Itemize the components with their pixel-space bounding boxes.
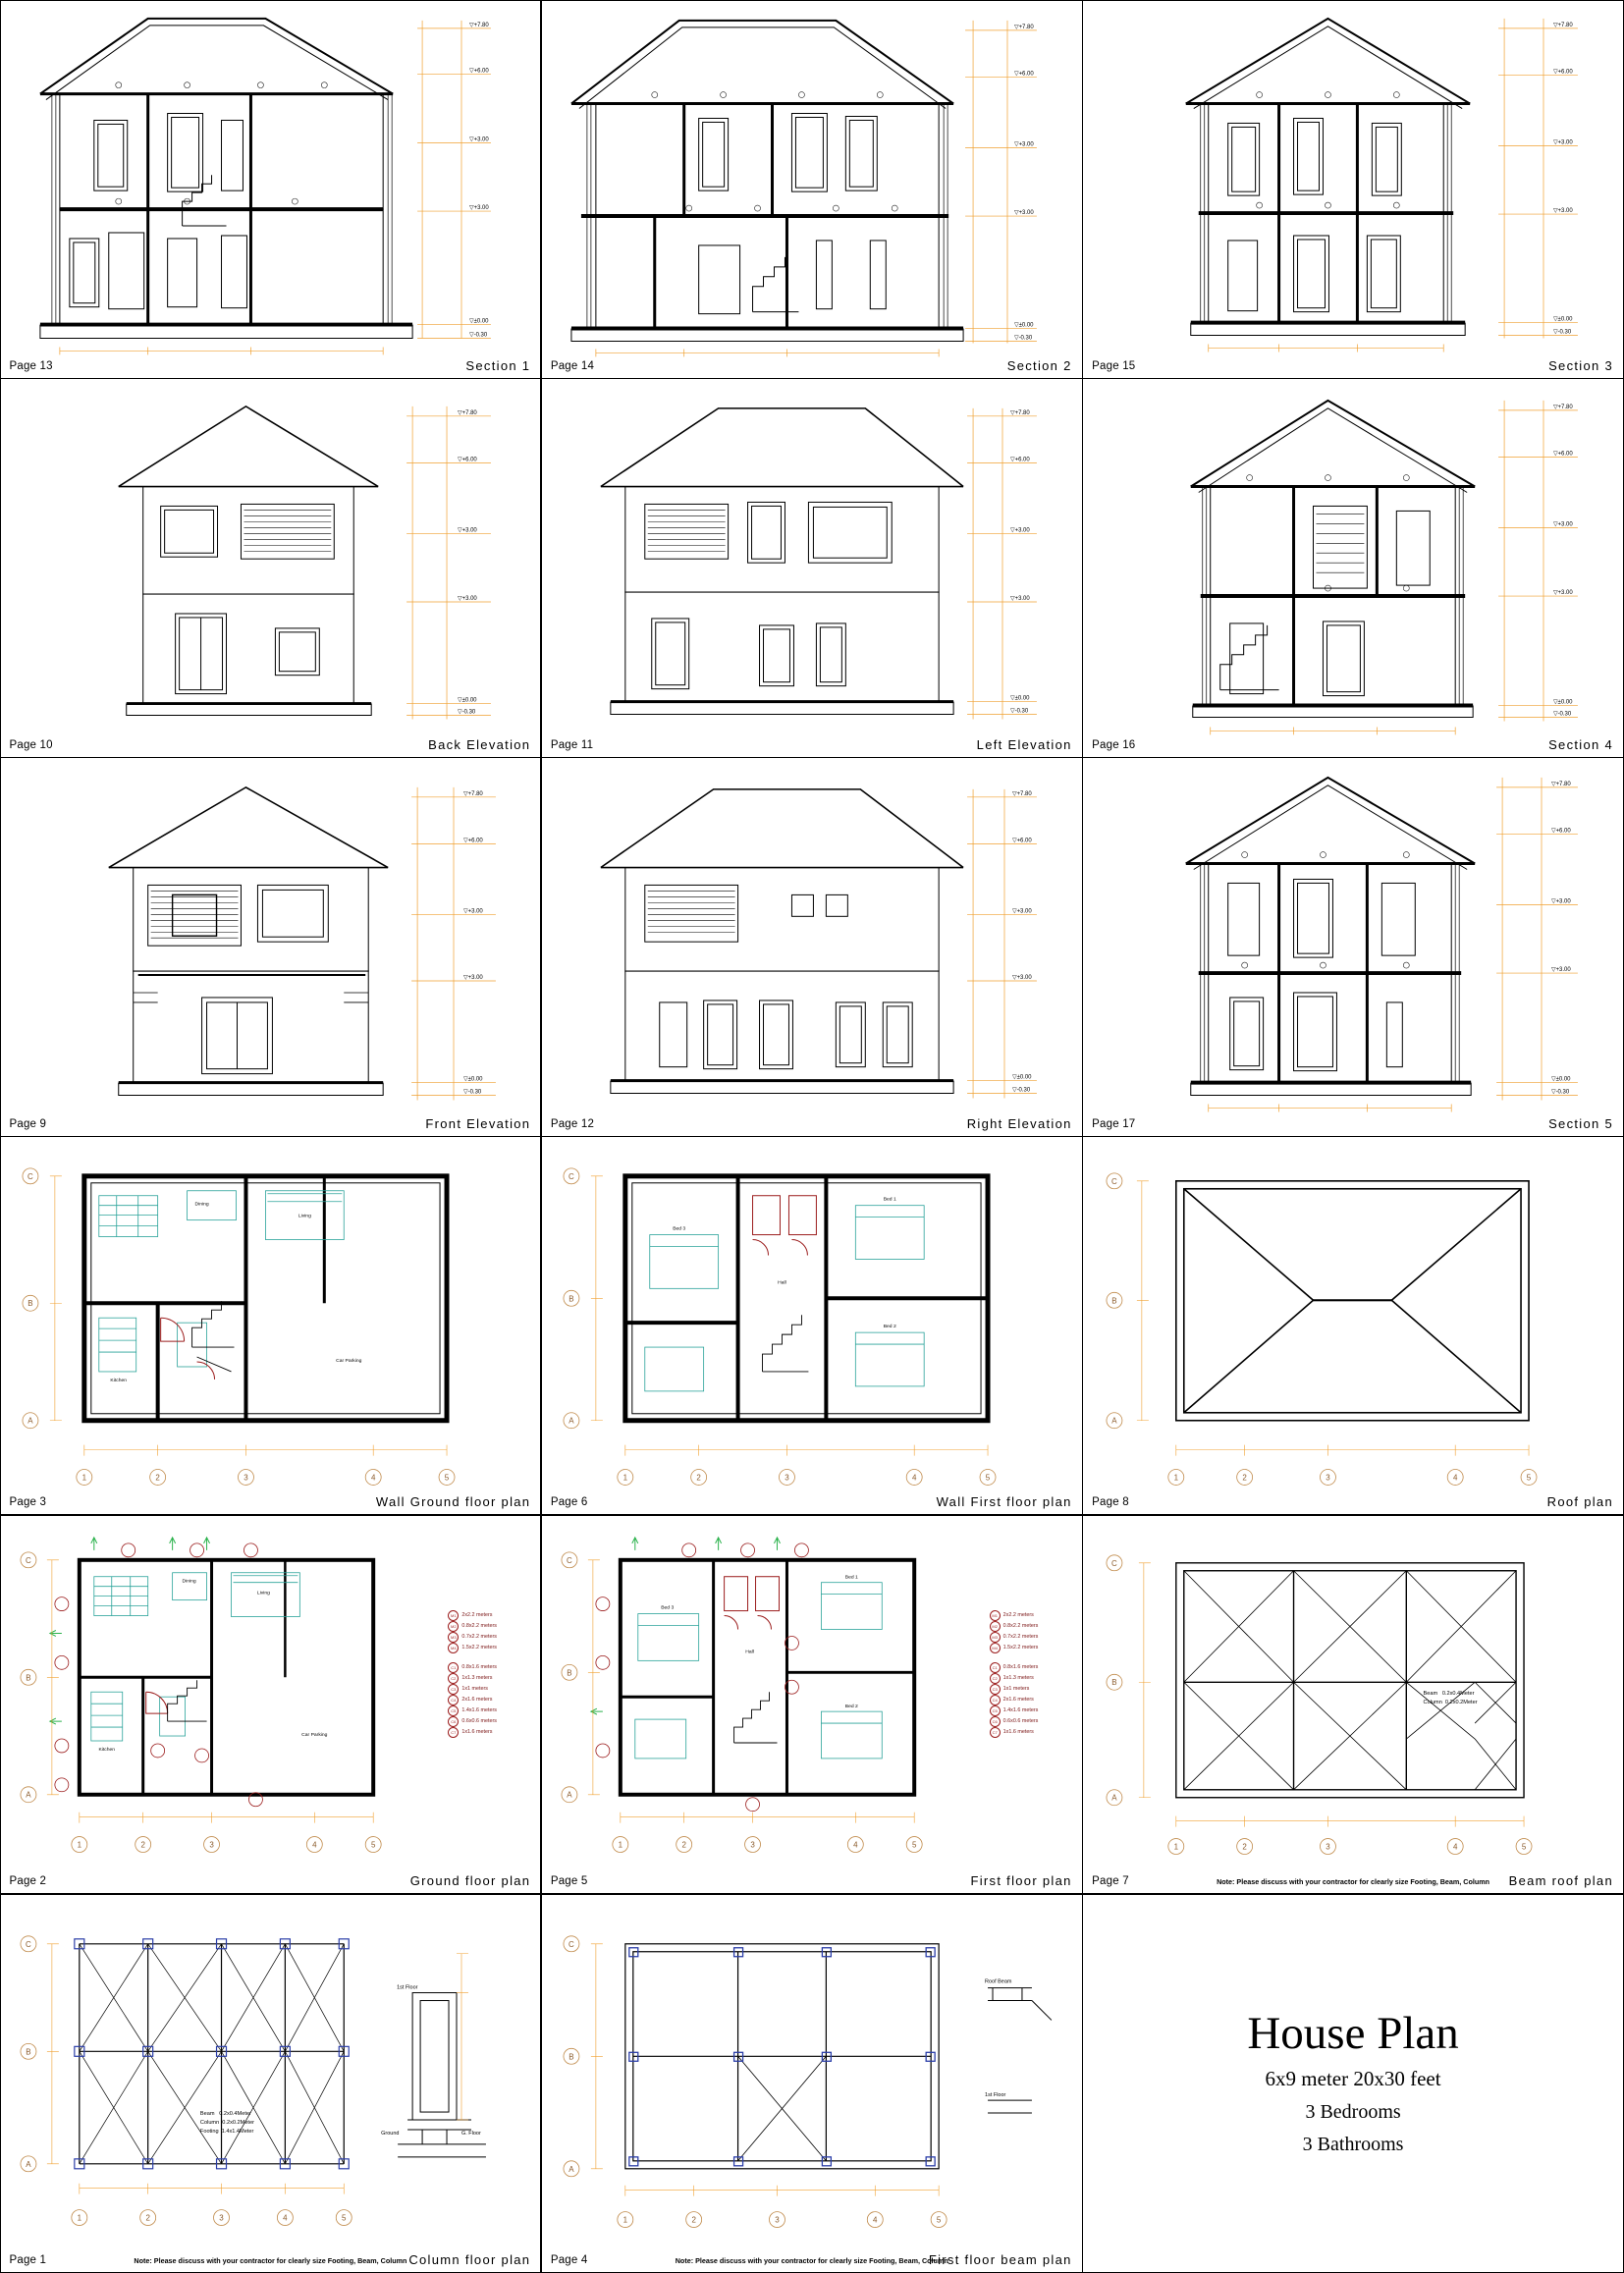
svg-text:1: 1 <box>1173 1842 1179 1852</box>
svg-text:▽±0.00: ▽±0.00 <box>457 697 477 704</box>
drawing-cell-section-5 <box>1082 757 1624 1136</box>
footing-size-text: Footing 1.4x1.4Meter <box>199 2128 254 2135</box>
svg-text:5: 5 <box>985 1473 991 1483</box>
svg-text:▽-0.30: ▽-0.30 <box>457 709 475 716</box>
svg-text:A: A <box>1111 1793 1117 1803</box>
legend-text: 1x1 meters <box>1002 1685 1030 1692</box>
svg-text:B: B <box>568 1294 574 1304</box>
svg-text:▽+3.00: ▽+3.00 <box>1009 527 1030 534</box>
svg-text:▽+3.00: ▽+3.00 <box>1551 967 1571 974</box>
svg-text:▽-0.30: ▽-0.30 <box>462 1089 481 1096</box>
drawing-title: Section 2 <box>1006 357 1072 373</box>
svg-text:C: C <box>1111 1558 1117 1568</box>
legend-row <box>448 1705 536 1716</box>
svg-text:Kitchen: Kitchen <box>109 1377 127 1383</box>
column-size-text: Column 0.2x0.2Meter <box>199 2119 254 2126</box>
svg-text:▽+7.80: ▽+7.80 <box>1551 782 1571 788</box>
svg-text:2: 2 <box>1242 1842 1248 1852</box>
drawing-title: Section 5 <box>1548 1115 1613 1131</box>
svg-text:A: A <box>25 1790 31 1800</box>
svg-text:G. Floor: G. Floor <box>460 2130 481 2137</box>
svg-text:▽-0.30: ▽-0.30 <box>1553 329 1572 336</box>
svg-text:▽+3.00: ▽+3.00 <box>462 908 483 915</box>
bathrooms-count: 3 Bathrooms <box>1302 2133 1404 2155</box>
drawing-cell-back-elevation <box>0 378 541 757</box>
page-label: Page 12 <box>550 1117 595 1130</box>
sheet-subtitle: 6x9 meter 20x30 feet <box>1265 2066 1441 2090</box>
door-tag-icon: M3 <box>448 1632 459 1643</box>
svg-text:5: 5 <box>911 1840 917 1850</box>
svg-text:3: 3 <box>785 1473 789 1483</box>
legend-text: 2x2.2 meters <box>461 1611 493 1618</box>
svg-text:▽-0.30: ▽-0.30 <box>468 332 487 339</box>
page-label: Page 11 <box>550 738 594 751</box>
svg-text:A: A <box>27 1416 33 1426</box>
drawing-title: First floor plan <box>970 1873 1072 1889</box>
svg-text:5: 5 <box>444 1473 449 1483</box>
beam-size-text: Beam 0.2x0.4Meter <box>1423 1690 1475 1697</box>
svg-text:C: C <box>25 1555 31 1565</box>
svg-text:A: A <box>568 2164 574 2174</box>
svg-text:Hall: Hall <box>745 1649 754 1655</box>
bedrooms-count: 3 Bedrooms <box>1305 2100 1401 2123</box>
svg-text:3: 3 <box>750 1840 755 1850</box>
beam-column-footing-note <box>200 2110 254 2137</box>
window-tag-icon: C6 <box>990 1716 1001 1727</box>
first-floor-beam-plan-drawing <box>542 1895 1082 2272</box>
svg-text:Bed 3: Bed 3 <box>661 1604 675 1611</box>
svg-text:Living: Living <box>298 1213 311 1219</box>
legend-row <box>990 1673 1078 1684</box>
svg-text:▽±0.00: ▽±0.00 <box>1011 1074 1032 1081</box>
svg-text:5: 5 <box>370 1840 375 1850</box>
drawing-cell-column-floor-plan <box>0 1894 541 2273</box>
svg-text:▽+3.00: ▽+3.00 <box>468 135 489 142</box>
contractor-note: Note: Please discuss with your contractor for clearly size Footing, Beam, Column <box>675 2256 948 2265</box>
svg-text:▽+7.80: ▽+7.80 <box>457 410 477 417</box>
svg-text:▽+7.80: ▽+7.80 <box>1553 405 1573 411</box>
door-tag-icon: M2 <box>448 1621 459 1632</box>
svg-text:4: 4 <box>282 2213 288 2223</box>
svg-text:3: 3 <box>218 2213 224 2223</box>
legend-row <box>990 1705 1078 1716</box>
svg-text:▽+6.00: ▽+6.00 <box>468 68 489 75</box>
legend-row <box>448 1643 536 1653</box>
svg-text:▽+3.00: ▽+3.00 <box>1013 209 1034 216</box>
svg-text:▽±0.00: ▽±0.00 <box>1551 1076 1571 1083</box>
svg-text:C: C <box>25 1939 31 1949</box>
svg-text:1: 1 <box>618 1840 623 1850</box>
svg-text:▽-0.30: ▽-0.30 <box>1009 708 1029 715</box>
legend-row <box>448 1662 536 1673</box>
svg-text:Car Parking: Car Parking <box>300 1731 327 1738</box>
legend-text: 0.7x2.2 meters <box>461 1633 497 1640</box>
door-tag-icon: M1 <box>448 1610 459 1621</box>
legend-text: 1x1.3 meters <box>1002 1674 1034 1681</box>
page-label: Page 10 <box>9 738 53 751</box>
legend-text: 2x2.2 meters <box>1002 1611 1034 1618</box>
window-tag-icon: C4 <box>990 1695 1001 1705</box>
drawing-cell-roof-plan <box>1082 1136 1624 1515</box>
svg-text:3: 3 <box>208 1840 214 1850</box>
svg-text:▽+3.00: ▽+3.00 <box>1009 596 1030 603</box>
svg-text:▽-0.30: ▽-0.30 <box>1553 711 1572 718</box>
drawing-title: Column floor plan <box>408 2252 531 2267</box>
window-tag-icon: C7 <box>990 1727 1001 1738</box>
legend-text: 1x1.3 meters <box>461 1674 493 1681</box>
section-1-drawing <box>1 1 541 378</box>
svg-text:▽±0.00: ▽±0.00 <box>1553 699 1573 706</box>
contractor-note: Note: Please discuss with your contractor for clearly size Footing, Beam, Column <box>1217 1877 1490 1887</box>
svg-text:B: B <box>567 1668 572 1678</box>
svg-text:A: A <box>568 1416 574 1426</box>
svg-text:▽+6.00: ▽+6.00 <box>1009 457 1030 463</box>
legend-text: 0.8x2.2 meters <box>1002 1622 1039 1629</box>
svg-text:4: 4 <box>872 2215 878 2225</box>
beam-size-text: Beam 0.2x0.4Meter <box>199 2110 251 2117</box>
page-label: Page 5 <box>550 1875 588 1888</box>
window-tag-icon: C5 <box>448 1705 459 1716</box>
svg-text:▽+7.80: ▽+7.80 <box>1011 790 1032 797</box>
svg-text:2: 2 <box>696 1473 701 1483</box>
legend-text: 0.6x0.6 meters <box>461 1717 497 1724</box>
svg-text:3: 3 <box>243 1473 248 1483</box>
svg-text:Dining: Dining <box>194 1201 209 1208</box>
window-tag-icon: C6 <box>448 1716 459 1727</box>
drawing-cell-ground-floor-plan <box>0 1515 541 1894</box>
drawing-title: Left Elevation <box>976 736 1072 752</box>
window-tag-icon: C3 <box>990 1684 1001 1695</box>
legend-row <box>448 1632 536 1643</box>
contractor-note: Note: Please discuss with your contractor for clearly size Footing, Beam, Column <box>134 2256 407 2265</box>
drawing-title: Roof plan <box>1546 1494 1613 1510</box>
svg-text:▽+7.80: ▽+7.80 <box>462 790 483 797</box>
window-tag-icon: C2 <box>448 1673 459 1684</box>
wall-first-floor-plan-drawing <box>542 1137 1082 1514</box>
svg-text:▽+6.00: ▽+6.00 <box>462 838 483 844</box>
svg-text:A: A <box>25 2159 31 2169</box>
legend-row <box>990 1727 1078 1738</box>
legend-row <box>448 1727 536 1738</box>
drawing-title: First floor beam plan <box>928 2252 1072 2267</box>
legend-text: 2x1.6 meters <box>1002 1696 1034 1703</box>
legend-text: 1x1 meters <box>461 1685 488 1692</box>
svg-text:▽+3.00: ▽+3.00 <box>457 596 477 603</box>
svg-text:1: 1 <box>81 1473 86 1483</box>
drawing-cell-wall-first-floor-plan <box>541 1136 1083 1515</box>
page-label: Page 17 <box>1092 1117 1136 1130</box>
legend-row <box>448 1684 536 1695</box>
door-tag-icon: M4 <box>990 1643 1001 1653</box>
svg-text:4: 4 <box>311 1840 317 1850</box>
page-label: Page 7 <box>1092 1875 1129 1888</box>
legend-text: 2x1.6 meters <box>461 1696 493 1703</box>
svg-text:4: 4 <box>1453 1842 1458 1852</box>
svg-text:▽+7.80: ▽+7.80 <box>1009 410 1030 417</box>
section-4-drawing <box>1083 379 1623 756</box>
svg-text:▽-0.30: ▽-0.30 <box>1011 1087 1031 1094</box>
door-tag-icon: M1 <box>990 1610 1001 1621</box>
legend-text: 0.8x2.2 meters <box>461 1622 497 1629</box>
svg-text:Kitchen: Kitchen <box>97 1746 115 1753</box>
page-label: Page 2 <box>9 1875 47 1888</box>
svg-text:2: 2 <box>1242 1473 1248 1483</box>
column-size-text: Column 0.2x0.2Meter <box>1423 1699 1478 1705</box>
drawing-cell-section-2 <box>541 0 1083 379</box>
page-label: Page 4 <box>550 2254 588 2266</box>
page-label: Page 13 <box>9 359 53 372</box>
svg-text:▽+7.80: ▽+7.80 <box>1013 24 1034 30</box>
svg-text:▽+3.00: ▽+3.00 <box>1011 908 1032 915</box>
legend-text: 0.8x1.6 meters <box>1002 1663 1039 1670</box>
legend-text: 1.4x1.6 meters <box>461 1706 497 1713</box>
page-label: Page 9 <box>9 1117 47 1130</box>
drawing-cell-beam-roof-plan <box>1082 1515 1624 1894</box>
column-floor-plan-drawing <box>1 1895 541 2272</box>
drawing-cell-first-floor-beam-plan <box>541 1894 1083 2273</box>
back-elevation-drawing <box>1 379 541 756</box>
svg-text:▽+3.00: ▽+3.00 <box>1553 521 1573 528</box>
drawing-title: Section 4 <box>1548 736 1613 752</box>
svg-text:▽+3.00: ▽+3.00 <box>462 975 483 982</box>
svg-text:▽-0.30: ▽-0.30 <box>1551 1089 1570 1096</box>
svg-text:C: C <box>568 1939 574 1949</box>
svg-text:2: 2 <box>144 2213 150 2223</box>
legend-row <box>990 1610 1078 1621</box>
drawing-title: Section 1 <box>465 357 531 373</box>
window-tag-icon: C7 <box>448 1727 459 1738</box>
svg-text:Roof Beam: Roof Beam <box>984 1978 1012 1985</box>
svg-text:2: 2 <box>681 1840 686 1850</box>
svg-text:4: 4 <box>852 1840 858 1850</box>
svg-text:3: 3 <box>1326 1842 1330 1852</box>
svg-text:Bed 1: Bed 1 <box>883 1196 896 1203</box>
legend-row <box>990 1621 1078 1632</box>
svg-text:4: 4 <box>911 1473 917 1483</box>
legend-text: 1.5x2.2 meters <box>1002 1644 1039 1651</box>
svg-text:▽+3.00: ▽+3.00 <box>1553 138 1573 145</box>
svg-text:▽+3.00: ▽+3.00 <box>1013 140 1034 147</box>
drawing-title: Section 3 <box>1548 357 1613 373</box>
sheet-title: House Plan <box>1247 2007 1459 2059</box>
svg-text:Ground: Ground <box>380 2130 399 2137</box>
svg-text:1: 1 <box>623 2215 627 2225</box>
drawing-cell-front-elevation <box>0 757 541 1136</box>
window-tag-icon: C5 <box>990 1705 1001 1716</box>
legend-row <box>990 1662 1078 1673</box>
svg-text:C: C <box>568 1171 574 1181</box>
svg-text:▽±0.00: ▽±0.00 <box>1009 695 1030 702</box>
svg-text:1st Floor: 1st Floor <box>984 2091 1006 2098</box>
svg-text:5: 5 <box>341 2213 346 2223</box>
svg-text:▽+6.00: ▽+6.00 <box>1013 71 1034 78</box>
legend-row <box>448 1621 536 1632</box>
svg-text:B: B <box>568 2051 574 2061</box>
svg-text:▽+3.00: ▽+3.00 <box>1551 898 1571 905</box>
page-label: Page 14 <box>550 359 595 372</box>
svg-text:▽±0.00: ▽±0.00 <box>462 1076 483 1083</box>
svg-text:2: 2 <box>154 1473 160 1483</box>
legend-row <box>990 1695 1078 1705</box>
legend-row <box>990 1643 1078 1653</box>
svg-text:1: 1 <box>623 1473 627 1483</box>
svg-text:▽-0.30: ▽-0.30 <box>1013 335 1033 341</box>
beam-roof-plan-drawing <box>1083 1516 1623 1893</box>
svg-text:Bed 1: Bed 1 <box>844 1574 858 1581</box>
svg-text:5: 5 <box>936 2215 942 2225</box>
legend-row <box>990 1684 1078 1695</box>
svg-text:4: 4 <box>370 1473 375 1483</box>
door-tag-icon: M2 <box>990 1621 1001 1632</box>
drawing-title: Beam roof plan <box>1508 1873 1613 1889</box>
svg-text:Living: Living <box>256 1590 270 1597</box>
svg-text:▽+7.80: ▽+7.80 <box>1553 22 1573 28</box>
legend-text: 0.7x2.2 meters <box>1002 1633 1039 1640</box>
section-5-drawing <box>1083 758 1623 1135</box>
window-tag-icon: C2 <box>990 1673 1001 1684</box>
svg-text:▽+6.00: ▽+6.00 <box>1011 838 1032 844</box>
drawing-cell-section-3 <box>1082 0 1624 379</box>
svg-text:Car Parking: Car Parking <box>335 1358 361 1365</box>
page-label: Page 16 <box>1092 738 1136 751</box>
page-label: Page 15 <box>1092 359 1136 372</box>
legend-row <box>448 1673 536 1684</box>
svg-text:Bed 2: Bed 2 <box>844 1703 858 1709</box>
svg-text:C: C <box>1111 1176 1117 1186</box>
legend-text: 1x1.6 meters <box>1002 1728 1034 1735</box>
section-2-drawing <box>542 1 1082 378</box>
page-label: Page 8 <box>1092 1496 1129 1509</box>
legend-text: 1.5x2.2 meters <box>461 1644 497 1651</box>
drawing-title: Wall Ground floor plan <box>375 1494 531 1510</box>
title-block <box>1082 1894 1624 2273</box>
drawing-title: Right Elevation <box>966 1115 1072 1131</box>
svg-text:1: 1 <box>77 2213 81 2223</box>
legend-text: 1.4x1.6 meters <box>1002 1706 1039 1713</box>
drawing-title: Ground floor plan <box>409 1873 531 1889</box>
svg-text:▽+3.00: ▽+3.00 <box>1553 590 1573 597</box>
svg-text:Bed 3: Bed 3 <box>673 1225 686 1232</box>
svg-text:▽+6.00: ▽+6.00 <box>1553 69 1573 76</box>
svg-text:▽+7.80: ▽+7.80 <box>468 22 489 28</box>
left-elevation-drawing <box>542 379 1082 756</box>
legend-row <box>448 1695 536 1705</box>
drawing-title: Back Elevation <box>428 736 531 752</box>
svg-text:5: 5 <box>1526 1473 1532 1483</box>
svg-text:1: 1 <box>1173 1473 1179 1483</box>
svg-text:▽±0.00: ▽±0.00 <box>468 318 488 325</box>
legend-text: 0.8x1.6 meters <box>461 1663 497 1670</box>
svg-text:B: B <box>27 1299 33 1309</box>
svg-text:▽+6.00: ▽+6.00 <box>1553 451 1573 458</box>
svg-text:Bed 2: Bed 2 <box>883 1324 896 1330</box>
page-label: Page 3 <box>9 1496 47 1509</box>
svg-text:4: 4 <box>1453 1473 1458 1483</box>
svg-text:▽+6.00: ▽+6.00 <box>457 457 477 463</box>
page-label: Page 1 <box>9 2254 47 2266</box>
door-window-legend <box>990 1610 1078 1738</box>
drawing-title: Front Elevation <box>425 1115 531 1131</box>
svg-text:2: 2 <box>139 1840 145 1850</box>
svg-text:3: 3 <box>775 2215 780 2225</box>
svg-text:5: 5 <box>1521 1842 1527 1852</box>
door-window-legend <box>448 1610 536 1738</box>
right-elevation-drawing <box>542 758 1082 1135</box>
drawing-cell-section-1 <box>0 0 541 379</box>
legend-text: 1x1.6 meters <box>461 1728 493 1735</box>
front-elevation-drawing <box>1 758 541 1135</box>
svg-text:▽+3.00: ▽+3.00 <box>1011 975 1032 982</box>
svg-text:Dining: Dining <box>182 1578 196 1585</box>
svg-text:▽+6.00: ▽+6.00 <box>1551 828 1571 835</box>
legend-text: 0.6x0.6 meters <box>1002 1717 1039 1724</box>
window-tag-icon: C4 <box>448 1695 459 1705</box>
svg-text:C: C <box>27 1171 33 1181</box>
drawing-title: Wall First floor plan <box>936 1494 1072 1510</box>
legend-row <box>448 1716 536 1727</box>
roof-plan-drawing <box>1083 1137 1623 1514</box>
svg-text:A: A <box>567 1790 572 1800</box>
window-tag-icon: C1 <box>990 1662 1001 1673</box>
door-tag-icon: M4 <box>448 1643 459 1653</box>
legend-row <box>990 1632 1078 1643</box>
svg-text:1: 1 <box>77 1840 81 1850</box>
svg-text:B: B <box>25 2046 31 2056</box>
svg-text:▽+3.00: ▽+3.00 <box>1553 207 1573 214</box>
svg-text:3: 3 <box>1326 1473 1330 1483</box>
wall-ground-floor-plan-drawing <box>1 1137 541 1514</box>
svg-text:B: B <box>1111 1296 1117 1306</box>
beam-column-size-note <box>1424 1690 1478 1707</box>
drawing-cell-right-elevation <box>541 757 1083 1136</box>
svg-text:▽±0.00: ▽±0.00 <box>1013 322 1034 329</box>
svg-text:A: A <box>1111 1416 1117 1426</box>
svg-text:Hall: Hall <box>778 1279 786 1286</box>
section-3-drawing <box>1083 1 1623 378</box>
svg-text:▽±0.00: ▽±0.00 <box>1553 316 1573 323</box>
svg-text:B: B <box>1111 1678 1117 1688</box>
svg-text:B: B <box>25 1673 31 1683</box>
svg-text:2: 2 <box>691 2215 696 2225</box>
svg-text:1st Floor: 1st Floor <box>396 1984 417 1991</box>
window-tag-icon: C1 <box>448 1662 459 1673</box>
drawing-cell-left-elevation <box>541 378 1083 757</box>
page-label: Page 6 <box>550 1496 588 1509</box>
drawing-cell-section-4 <box>1082 378 1624 757</box>
drawing-cell-wall-ground-floor-plan <box>0 1136 541 1515</box>
svg-text:▽+3.00: ▽+3.00 <box>457 527 477 534</box>
legend-row <box>448 1610 536 1621</box>
svg-text:C: C <box>566 1555 572 1565</box>
drawing-cell-first-floor-plan <box>541 1515 1083 1894</box>
door-tag-icon: M3 <box>990 1632 1001 1643</box>
svg-text:▽+3.00: ▽+3.00 <box>468 204 489 211</box>
window-tag-icon: C3 <box>448 1684 459 1695</box>
legend-row <box>990 1716 1078 1727</box>
